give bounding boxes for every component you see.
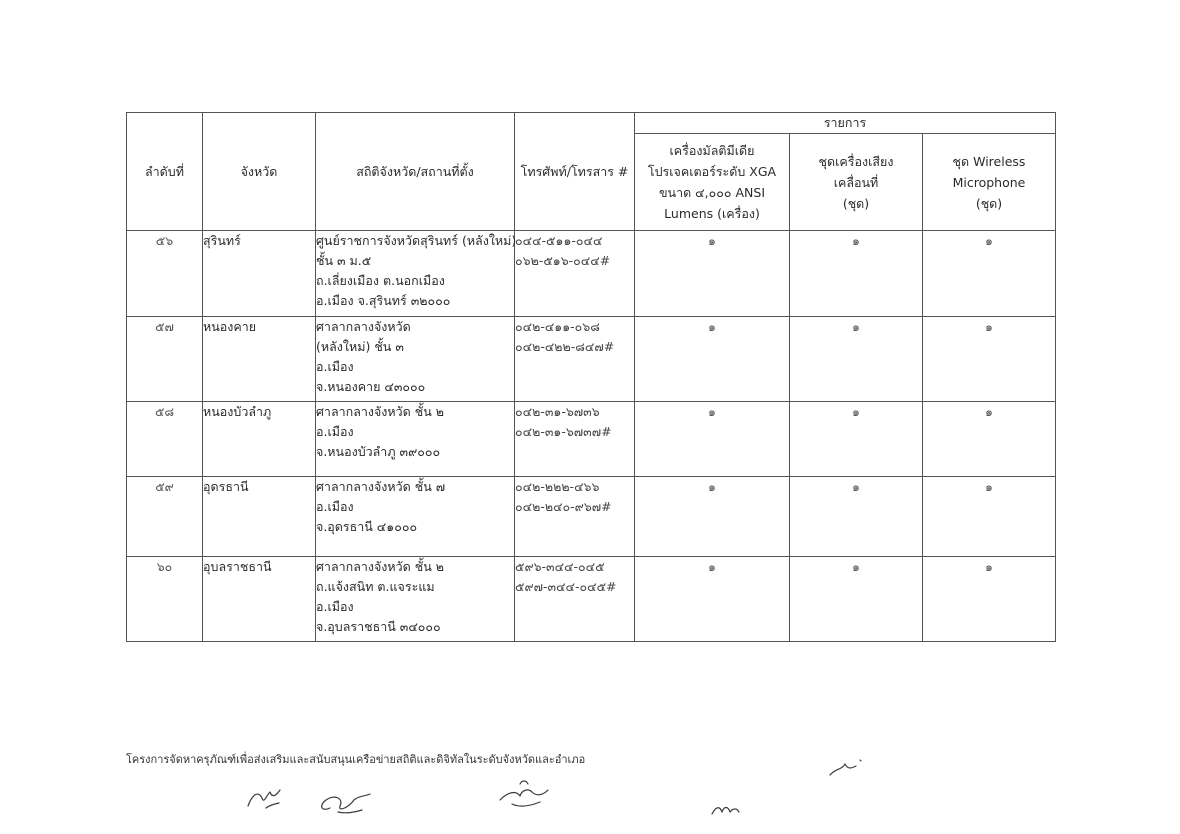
location-line: ถ.เลี่ยงเมือง ต.นอกเมือง (316, 273, 445, 288)
header-sound-line: ชุดเครื่องเสียง (818, 153, 894, 169)
row-sound-qty: ๑ (790, 477, 923, 557)
location-line: ศาลากลางจังหวัด ชั้น ๒ (316, 404, 445, 419)
row-projector-qty: ๑ (635, 402, 790, 477)
location-line: (หลังใหม่) ชั้น ๓ (316, 339, 404, 354)
row-sound-qty: ๑ (790, 402, 923, 477)
row-location (316, 477, 515, 557)
signature-mark (500, 781, 548, 806)
fax-line: ๐๔๒-๔๒๒-๘๔๗# (515, 339, 615, 354)
row-province: สุรินทร์ (203, 231, 316, 317)
header-location: สถิติจังหวัด/สถานที่ตั้ง (316, 113, 515, 231)
row-projector-qty: ๑ (635, 317, 790, 402)
header-mic-line: Microphone (952, 174, 1026, 190)
phone-line: ๕๙๖-๓๔๔-๐๔๕ (515, 559, 605, 574)
location-line: จ.หนองบัวลำภู ๓๙๐๐๐ (316, 444, 441, 459)
header-projector-line: ขนาด ๔,๐๐๐ ANSI (658, 185, 766, 200)
header-mic-line: (ชุด) (975, 195, 1003, 211)
row-province: หนองคาย (203, 317, 316, 402)
table-row (127, 557, 1056, 642)
row-phone (515, 402, 635, 477)
row-province: อุดรธานี (203, 477, 316, 557)
row-number: ๕๖ (127, 231, 203, 317)
signature-mark (712, 808, 739, 815)
location-line: ถ.แจ้งสนิท ต.แจระแม (316, 579, 435, 594)
row-location (316, 557, 515, 642)
table-row (127, 231, 1056, 317)
row-projector-qty: ๑ (635, 477, 790, 557)
row-sound-qty: ๑ (790, 557, 923, 642)
signature-mark (830, 760, 861, 775)
row-projector-qty: ๑ (635, 557, 790, 642)
fax-line: ๐๖๒-๕๑๖-๐๔๔# (515, 253, 611, 268)
header-items-group: รายการ (635, 113, 1056, 134)
signature-mark (248, 790, 280, 808)
location-line: อ.เมือง (316, 424, 354, 439)
row-mic-qty: ๑ (923, 317, 1056, 402)
row-mic-qty: ๑ (923, 557, 1056, 642)
location-line: ศาลากลางจังหวัด ชั้น ๒ (316, 559, 445, 574)
row-sound-qty: ๑ (790, 317, 923, 402)
header-sound (790, 134, 923, 231)
table-row (127, 477, 1056, 557)
header-sound-line: เคลื่อนที่ (833, 174, 879, 190)
row-mic-qty: ๑ (923, 477, 1056, 557)
location-line: จ.อุดรธานี ๔๑๐๐๐ (316, 519, 418, 534)
row-mic-qty: ๑ (923, 402, 1056, 477)
fax-line: ๕๙๗-๓๔๔-๐๔๕# (515, 579, 617, 594)
row-location (316, 317, 515, 402)
phone-line: ๐๔๒-๒๒๒-๔๖๖ (515, 479, 600, 494)
row-province: หนองบัวลำภู (203, 402, 316, 477)
row-sound-qty: ๑ (790, 231, 923, 317)
header-projector-line: เครื่องมัลติมีเดีย (669, 143, 755, 158)
row-phone (515, 317, 635, 402)
row-location (316, 402, 515, 477)
location-line: จ.หนองคาย ๔๓๐๐๐ (316, 379, 426, 394)
header-mic-line: ชุด Wireless (952, 153, 1026, 169)
equipment-table (126, 112, 1056, 642)
phone-line: ๐๔๒-๔๑๑-๐๖๘ (515, 319, 600, 334)
phone-line: ๐๔๒-๓๑-๖๗๓๖ (515, 404, 600, 419)
row-number: ๕๘ (127, 402, 203, 477)
row-province: อุบลราชธานี (203, 557, 316, 642)
row-number: ๕๗ (127, 317, 203, 402)
row-projector-qty: ๑ (635, 231, 790, 317)
location-line: อ.เมือง จ.สุรินทร์ ๓๒๐๐๐ (316, 293, 451, 308)
location-line: อ.เมือง (316, 499, 354, 514)
row-location (316, 231, 515, 317)
location-line: ศาลากลางจังหวัด ชั้น ๗ (316, 479, 446, 494)
header-mic (923, 134, 1056, 231)
location-line: จ.อุบลราชธานี ๓๔๐๐๐ (316, 619, 441, 634)
row-phone (515, 477, 635, 557)
header-projector (635, 134, 790, 231)
location-line: ศูนย์ราชการจังหวัดสุรินทร์ (หลังใหม่) (316, 233, 517, 248)
location-line: อ.เมือง (316, 359, 354, 374)
table-row (127, 402, 1056, 477)
phone-line: ๐๔๔-๕๑๑-๐๔๔ (515, 233, 603, 248)
row-phone (515, 231, 635, 317)
location-line: อ.เมือง (316, 599, 354, 614)
table-row (127, 317, 1056, 402)
header-projector-line: Lumens (เครื่อง) (664, 206, 760, 221)
header-order: ลำดับที่ (127, 113, 203, 231)
project-footer-text: โครงการจัดหาครุภัณฑ์เพื่อส่งเสริมและสนับสนุนเครือข่ายสถิติและดิจิทัลในระดับจังหวัดและอำเภอ (126, 753, 586, 766)
header-sound-line: (ชุด) (842, 195, 870, 211)
header-province: จังหวัด (203, 113, 316, 231)
row-number: ๖๐ (127, 557, 203, 642)
location-line: ศาลากลางจังหวัด (316, 319, 411, 334)
header-phone: โทรศัพท์/โทรสาร # (515, 113, 635, 231)
fax-line: ๐๔๒-๒๔๐-๙๖๗# (515, 499, 612, 514)
fax-line: ๐๔๒-๓๑-๖๗๓๗# (515, 424, 612, 439)
row-phone (515, 557, 635, 642)
row-mic-qty: ๑ (923, 231, 1056, 317)
header-projector-line: โปรเจคเตอร์ระดับ XGA (647, 164, 777, 179)
signature-mark (322, 794, 370, 813)
row-number: ๕๙ (127, 477, 203, 557)
location-line: ชั้น ๓ ม.๕ (316, 253, 372, 268)
